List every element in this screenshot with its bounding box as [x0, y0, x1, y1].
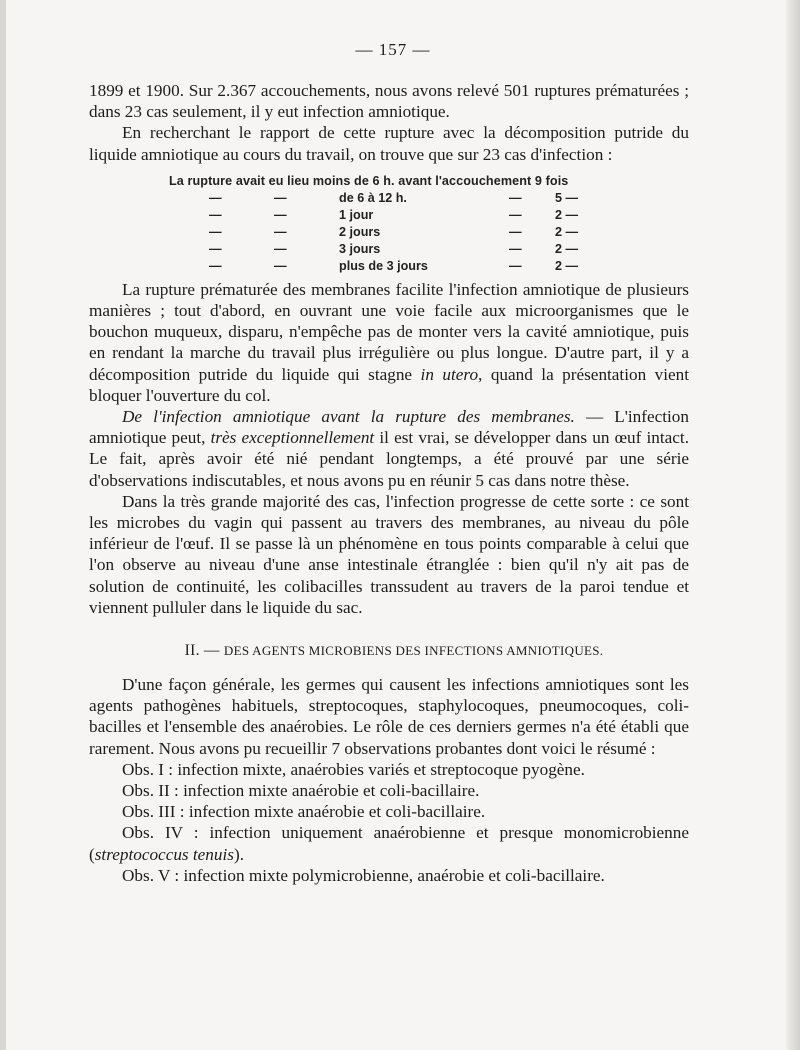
ditto-mark: — — [209, 258, 222, 273]
ditto-mark: — — [209, 207, 222, 222]
table-row-label: 2 jours — [339, 224, 381, 239]
ditto-mark: — — [209, 190, 222, 205]
ditto-mark: — — [274, 258, 287, 273]
table-row — [89, 207, 689, 224]
page-number: — 157 — — [355, 40, 431, 59]
table-row-count: 2 — — [555, 224, 579, 239]
table-row-label: 1 jour — [339, 207, 374, 222]
paragraph-6: D'une façon générale, les germes qui causent les infections amniotiques sont les agents pathogènes habituels, streptocoques, staphylocoques, pneumocoques, coli-bacilles et l'ensemble des anaérobies. Le rôle de ces derniers germes n'a été établi que rarement. Nous avons pu recueillir 7 observations probantes dont voici le résumé : — [89, 675, 689, 758]
paragraph-1: 1899 et 1900. Sur 2.367 accouchements, nous avons relevé 501 ruptures prématurées ; dans 23 cas seulement, il y eut infection amniotique. — [89, 81, 689, 122]
ditto-mark: — — [274, 241, 287, 256]
ditto-mark: — — [509, 258, 522, 273]
table-row-label: 3 jours — [339, 241, 381, 256]
observation-3: Obs. III : infection mixte anaérobie et coli-bacillaire. — [122, 802, 486, 822]
paragraph-3-italic: in utero — [420, 364, 479, 384]
rupture-timing-table — [89, 173, 689, 275]
ditto-mark: — — [509, 224, 522, 239]
ditto-mark: — — [274, 190, 287, 205]
ditto-mark: — — [509, 207, 522, 222]
ditto-mark: — — [509, 190, 522, 205]
paragraph-4-italic: très exceptionnellement — [210, 428, 375, 448]
scan-right-edge — [786, 0, 800, 1050]
paragraph-2: En recherchant le rapport de cette rupture avec la décomposition putride du liquide amniotique au cours du travail, on trouve que sur 23 cas d'infection : — [89, 123, 689, 164]
ditto-mark: — — [209, 241, 222, 256]
table-header: La rupture avait eu lieu moins de 6 h. avant l'accouchement 9 fois — [169, 173, 569, 188]
table-row-count: 2 — — [555, 258, 579, 273]
table-row-count: 2 — — [555, 241, 579, 256]
table-row — [89, 190, 689, 207]
observation-4-text: Obs. IV : infection uniquement anaérobienne et presque monomicrobienne ( — [89, 823, 689, 864]
observation-4 — [89, 822, 689, 864]
observation-2: Obs. II : infection mixte anaérobie et coli-bacillaire. — [122, 781, 480, 801]
table-row-label: plus de 3 jours — [339, 258, 428, 273]
section-title-text: DES AGENTS MICROBIENS DES INFECTIONS AMNIOTIQUES. — [223, 643, 604, 659]
table-row — [89, 224, 689, 241]
ditto-mark: — — [209, 224, 222, 239]
ditto-mark: — — [274, 224, 287, 239]
table-row-count: 2 — — [555, 207, 579, 222]
table-row — [89, 258, 689, 275]
paragraph-4-text-a: — L'infection amniotique peut, — [89, 407, 689, 448]
observation-5: Obs. V : infection mixte polymicrobienne, anaérobie et coli-bacillaire. — [122, 865, 605, 885]
observation-4-italic: streptococcus tenuis — [94, 844, 234, 864]
table-row — [89, 241, 689, 258]
paragraph-3 — [89, 279, 689, 406]
section-heading — [89, 642, 689, 660]
paragraph-3-text: La rupture prématurée des membranes facilite l'infection amniotique de plusieurs manières ; tout d'abord, en ouvrant une voie facile aux microorganismes que le bouchon muqueux, disparu, n'empêche pas de monter vers la cavité amniotique, puis en rendant la marche du travail plus irrégulière ou plus longue. D'autre part, il y a décomposition putride du liquide qui stagne — [89, 279, 689, 384]
paragraph-4-text-b: il est vrai, se développer dans un œuf intact. Le fait, après avoir été nié pendant longtemps, a été prouvé par une série d'observations indiscutables, et nous avons pu en réunir 5 cas dans notre thèse. — [89, 428, 690, 490]
scan-left-edge — [0, 0, 6, 1050]
table-row-count: 5 — — [555, 190, 579, 205]
paragraph-5: Dans la très grande majorité des cas, l'infection progresse de cette sorte : ce sont les microbes du vagin qui passent au travers des membranes, au niveau du pôle inférieur de l'œuf. Il se passe là un phénomène en tous points comparable à celui que l'on observe au niveau d'une anse intestinale étranglée : bien qu'il n'y ait pas de solution de continuité, les colibacilles transsudent au travers de la paroi tendue et viennent pulluler dans le liquide du sac. — [89, 491, 689, 617]
section-numeral: II. — — [184, 642, 224, 660]
observation-1: Obs. I : infection mixte, anaérobies variés et streptocoque pyogène. — [122, 759, 585, 779]
paragraph-4-heading: De l'infection amniotique avant la rupture des membranes. — [122, 407, 575, 427]
table-row-label: de 6 à 12 h. — [339, 190, 407, 205]
document-page — [89, 40, 689, 886]
paragraph-3-end: , quand la présentation vient bloquer l'ouverture du col. — [89, 364, 690, 405]
observation-4-end: ). — [233, 844, 244, 864]
ditto-mark: — — [509, 241, 522, 256]
ditto-mark: — — [274, 207, 287, 222]
paragraph-4 — [89, 406, 689, 491]
